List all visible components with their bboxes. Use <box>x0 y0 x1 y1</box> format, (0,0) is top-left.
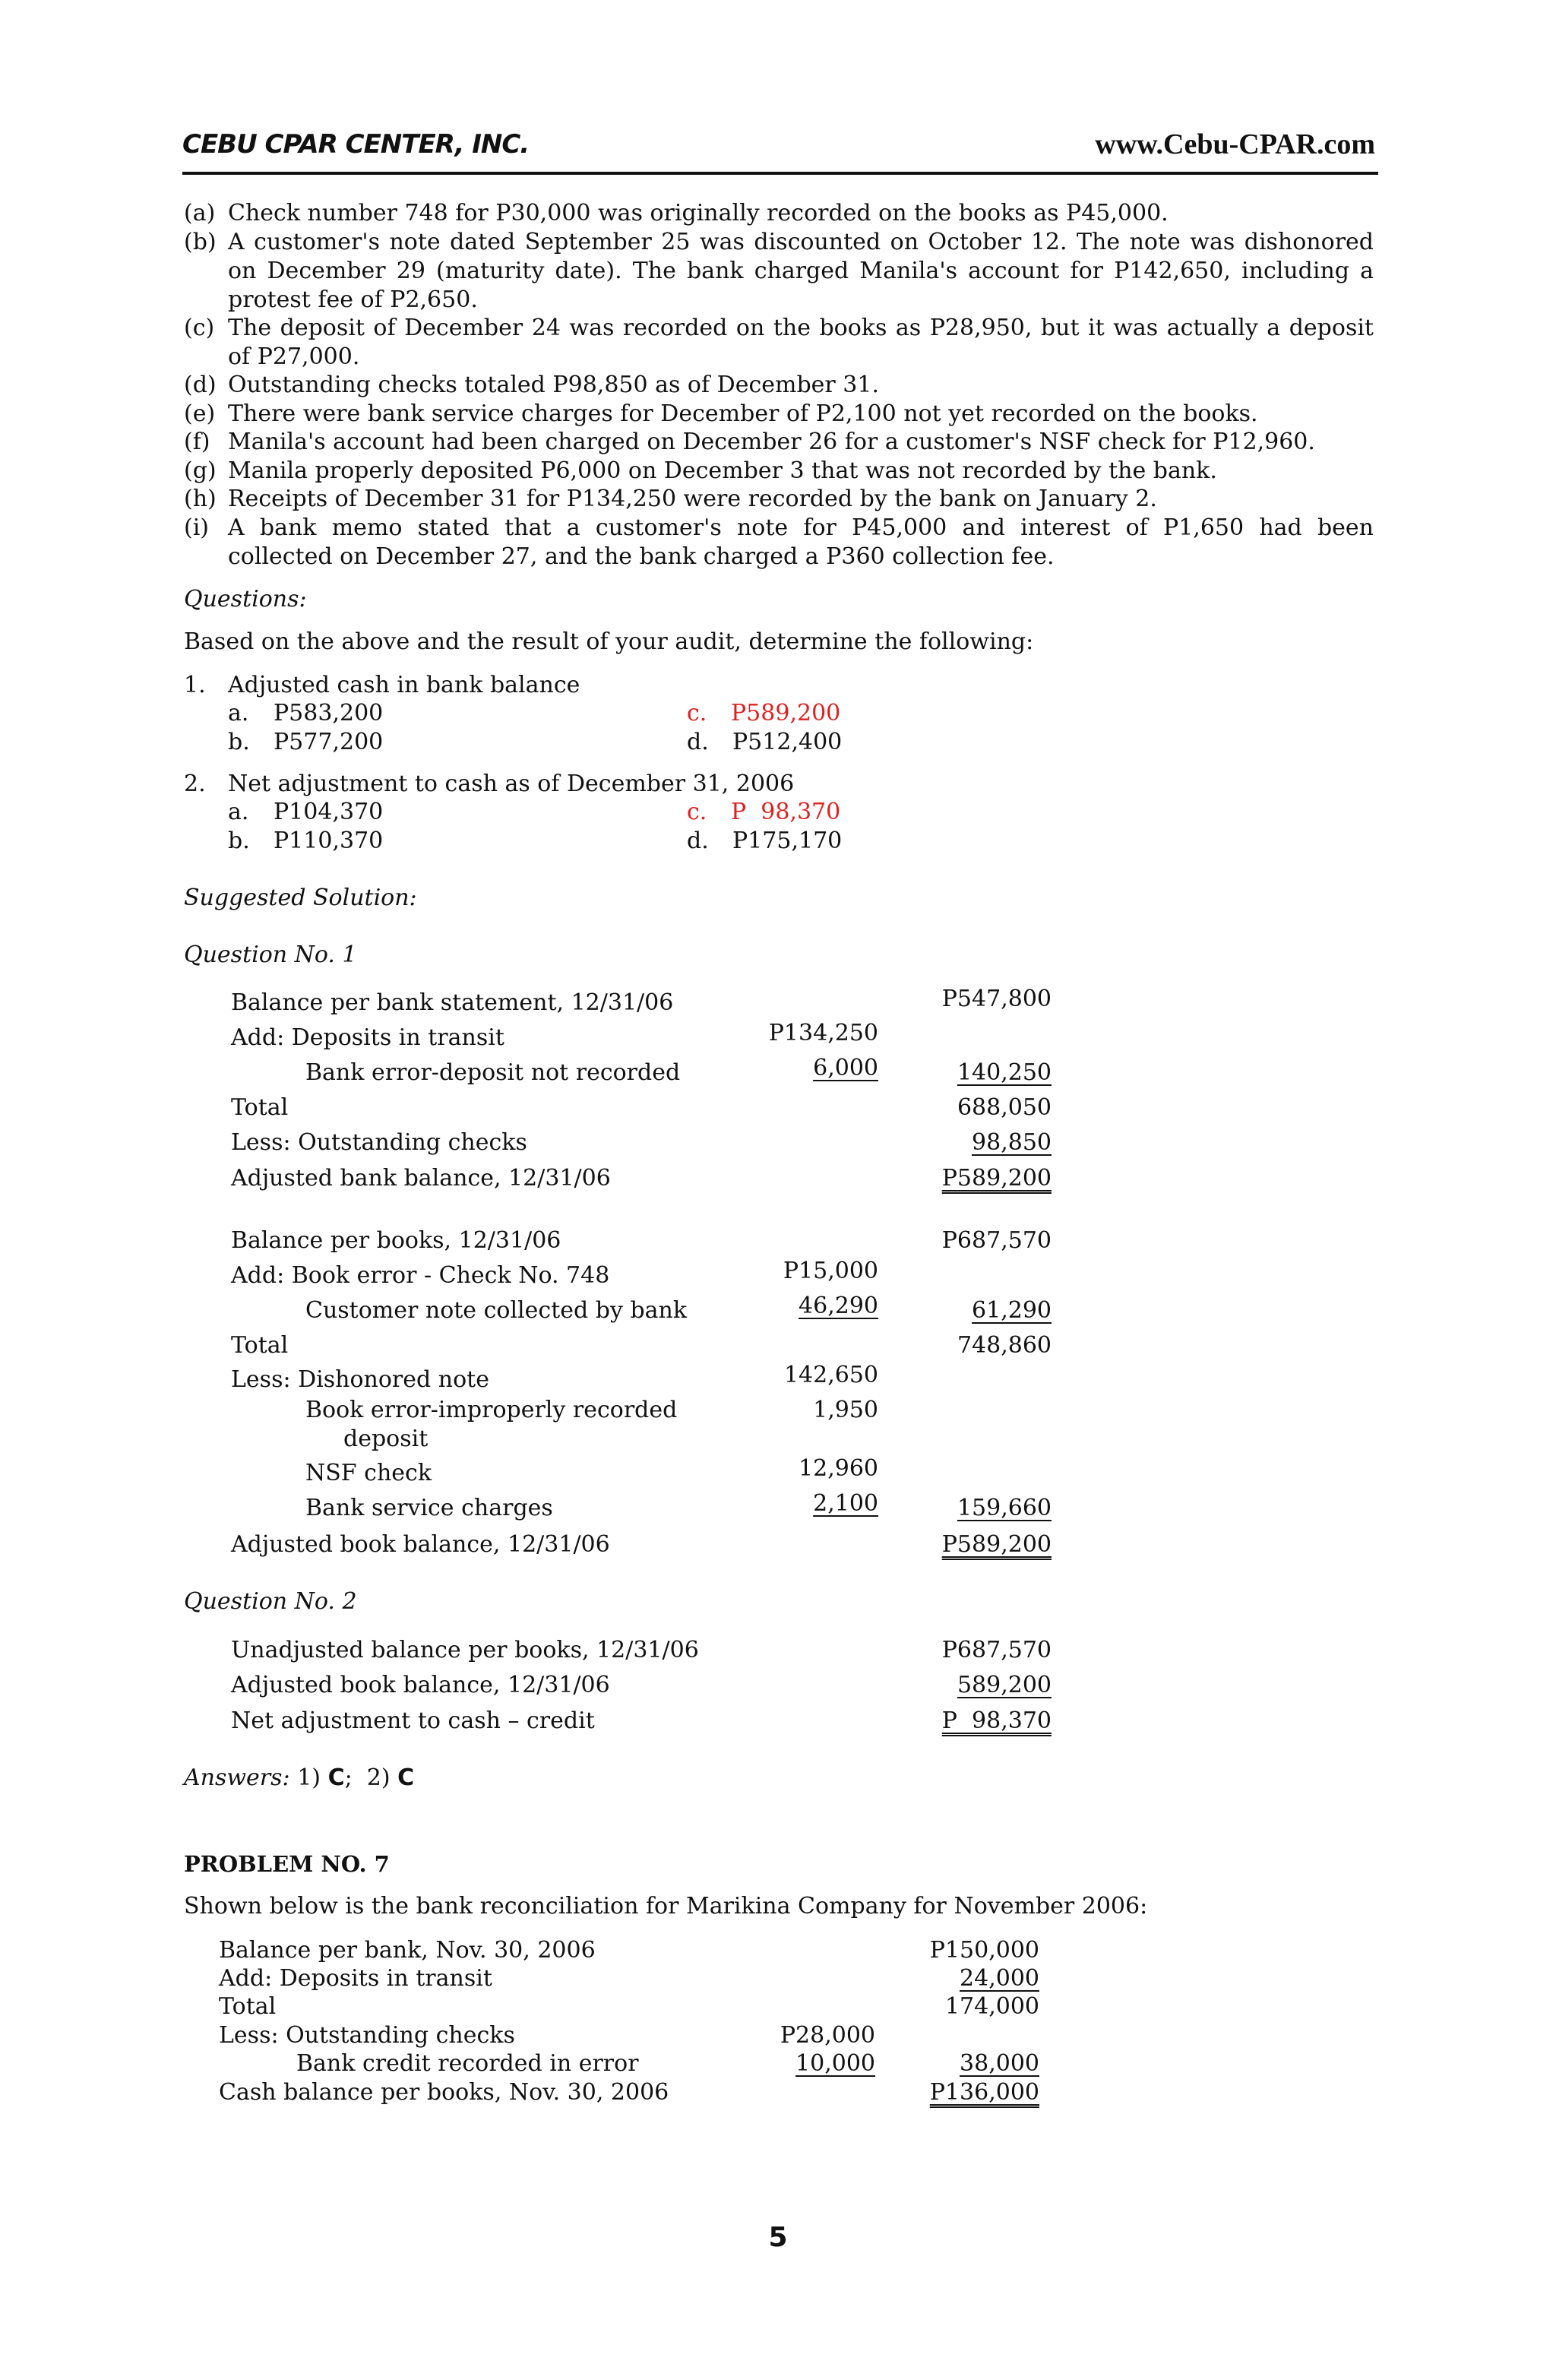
row-total: P589,200 <box>941 1531 1052 1558</box>
row-label: Balance per books, 12/31/06 <box>231 1227 561 1254</box>
row-label: Total <box>219 1993 277 2020</box>
website-url: www.Cebu-CPAR.com <box>1095 128 1375 160</box>
company-name: CEBU CPAR CENTER, INC. <box>182 129 530 160</box>
choice-value-correct: P589,200 <box>731 700 841 726</box>
row-total: P687,570 <box>941 1637 1052 1663</box>
row-mid: P134,250 <box>768 1020 878 1046</box>
row-mid: 6,000 <box>813 1055 878 1081</box>
row-total: 688,050 <box>957 1094 1052 1121</box>
row-label: Add: Deposits in transit <box>219 1965 492 1992</box>
choice-letter-correct: c. <box>687 700 707 726</box>
item-text: of P27,000. <box>228 343 360 370</box>
row-label: Adjusted bank balance, 12/31/06 <box>231 1165 611 1192</box>
row-label: Net adjustment to cash – credit <box>231 1707 595 1734</box>
page-number: 5 <box>768 2222 788 2253</box>
row-mid: P28,000 <box>780 2022 875 2049</box>
item-label: (h) <box>184 486 217 512</box>
question-text: Net adjustment to cash as of December 31, 2006 <box>228 771 795 797</box>
answer-separator: ; <box>344 1764 353 1791</box>
choice-letter: a. <box>228 799 249 825</box>
row-total: 159,660 <box>957 1495 1052 1521</box>
row-total: P150,000 <box>929 1937 1039 1964</box>
row-label: Adjusted book balance, 12/31/06 <box>231 1531 610 1558</box>
item-text: protest fee of P2,650. <box>228 286 478 313</box>
row-mid: 2,100 <box>813 1490 878 1517</box>
item-label: (b) <box>184 229 217 255</box>
row-label: Bank credit recorded in error <box>296 2050 639 2077</box>
row-label: NSF check <box>305 1460 432 1486</box>
row-total: P 98,370 <box>941 1707 1052 1734</box>
item-label: (d) <box>184 372 217 398</box>
row-total: 38,000 <box>960 2050 1039 2077</box>
item-text: The deposit of December 24 was recorded on the books as P28,950, but it was actually a deposit <box>228 315 1374 341</box>
row-total: P547,800 <box>941 986 1052 1012</box>
row-label: Total <box>231 1094 289 1121</box>
item-text: on December 29 (maturity date). The bank charged Manila's account for P142,650, including a <box>228 258 1374 284</box>
q2-heading: Question No. 2 <box>184 1588 357 1615</box>
choice-value: P577,200 <box>274 729 384 755</box>
row-total: P687,570 <box>941 1227 1052 1254</box>
row-label: Add: Book error - Check No. 748 <box>231 1262 610 1289</box>
answer-1-number: 1) <box>297 1764 321 1791</box>
row-total: P136,000 <box>929 2079 1039 2106</box>
row-label: Less: Dishonored note <box>231 1366 489 1393</box>
choice-value: P175,170 <box>732 828 843 854</box>
row-total: 748,860 <box>957 1332 1052 1359</box>
row-label: Balance per bank statement, 12/31/06 <box>231 989 674 1016</box>
row-label-continued: deposit <box>343 1426 429 1452</box>
q1-heading: Question No. 1 <box>184 942 357 968</box>
question-number: 1. <box>184 672 206 698</box>
questions-heading: Questions: <box>184 586 307 612</box>
item-label: (e) <box>184 400 216 427</box>
row-mid: 46,290 <box>799 1293 878 1319</box>
question-number: 2. <box>184 771 206 797</box>
choice-value: P110,370 <box>274 828 384 854</box>
answer-2-number: 2) <box>366 1764 391 1791</box>
row-label: Less: Outstanding checks <box>231 1129 527 1156</box>
row-total: P589,200 <box>941 1165 1052 1192</box>
answers-label: Answers: <box>184 1764 290 1791</box>
choice-letter: d. <box>687 828 709 854</box>
choice-letter: a. <box>228 700 249 726</box>
row-label: Bank service charges <box>305 1495 553 1521</box>
row-mid: 1,950 <box>813 1397 878 1423</box>
item-label: (f) <box>184 429 210 455</box>
choice-value: P512,400 <box>732 729 843 755</box>
row-total: 24,000 <box>960 1965 1039 1992</box>
row-mid: 142,650 <box>783 1362 878 1388</box>
problem-title: PROBLEM NO. 7 <box>184 1851 390 1877</box>
row-label: Balance per bank, Nov. 30, 2006 <box>219 1937 596 1964</box>
answers-line <box>184 1764 414 1793</box>
row-total: 140,250 <box>957 1059 1052 1086</box>
row-label: Adjusted book balance, 12/31/06 <box>231 1672 610 1698</box>
item-text: Manila's account had been charged on December 26 for a customer's NSF check for P12,960. <box>228 429 1315 455</box>
item-text: A customer's note dated September 25 was discounted on October 12. The note was dishonored <box>228 229 1374 255</box>
answer-1: C <box>327 1764 345 1791</box>
item-label: (a) <box>184 200 216 226</box>
choice-letter: b. <box>228 729 250 755</box>
row-mid: P15,000 <box>783 1258 878 1284</box>
question-text: Adjusted cash in bank balance <box>228 672 580 698</box>
item-label: (i) <box>184 514 210 541</box>
item-text: Receipts of December 31 for P134,250 were recorded by the bank on January 2. <box>228 486 1157 512</box>
item-text: Outstanding checks totaled P98,850 as of December 31. <box>228 372 879 398</box>
row-label: Bank error-deposit not recorded <box>305 1059 681 1086</box>
row-label: Customer note collected by bank <box>305 1297 688 1324</box>
row-total: 174,000 <box>944 1993 1039 2020</box>
row-label: Unadjusted balance per books, 12/31/06 <box>231 1637 699 1663</box>
row-label: Total <box>231 1332 289 1359</box>
row-label: Less: Outstanding checks <box>219 2022 515 2049</box>
row-total: 61,290 <box>972 1297 1052 1324</box>
row-total: 98,850 <box>972 1129 1052 1156</box>
item-label: (g) <box>184 457 217 484</box>
row-mid: 12,960 <box>799 1455 878 1482</box>
header-rule <box>182 172 1378 175</box>
item-text: Manila properly deposited P6,000 on December 3 that was not recorded by the bank. <box>228 457 1217 484</box>
item-text: collected on December 27, and the bank charged a P360 collection fee. <box>228 543 1055 570</box>
item-label: (c) <box>184 315 215 341</box>
item-text: A bank memo stated that a customer's note for P45,000 and interest of P1,650 had been <box>228 514 1374 541</box>
choice-value-correct: P 98,370 <box>731 799 841 825</box>
choice-value: P104,370 <box>274 799 384 825</box>
choice-letter-correct: c. <box>687 799 707 825</box>
choice-value: P583,200 <box>274 700 384 726</box>
choice-letter: b. <box>228 828 250 854</box>
questions-intro: Based on the above and the result of your audit, determine the following: <box>184 628 1034 655</box>
row-label: Book error-improperly recorded <box>305 1397 678 1423</box>
item-text: Check number 748 for P30,000 was originally recorded on the books as P45,000. <box>228 200 1169 226</box>
choice-letter: d. <box>687 729 709 755</box>
row-mid: 10,000 <box>795 2050 875 2077</box>
item-text: There were bank service charges for December of P2,100 not yet recorded on the books. <box>228 400 1258 427</box>
row-total: 589,200 <box>957 1672 1052 1698</box>
row-label: Add: Deposits in transit <box>231 1024 504 1051</box>
problem-intro: Shown below is the bank reconciliation for Marikina Company for November 2006: <box>184 1893 1148 1920</box>
suggested-solution-heading: Suggested Solution: <box>184 885 417 911</box>
row-label: Cash balance per books, Nov. 30, 2006 <box>219 2079 669 2106</box>
answer-2: C <box>397 1764 415 1791</box>
